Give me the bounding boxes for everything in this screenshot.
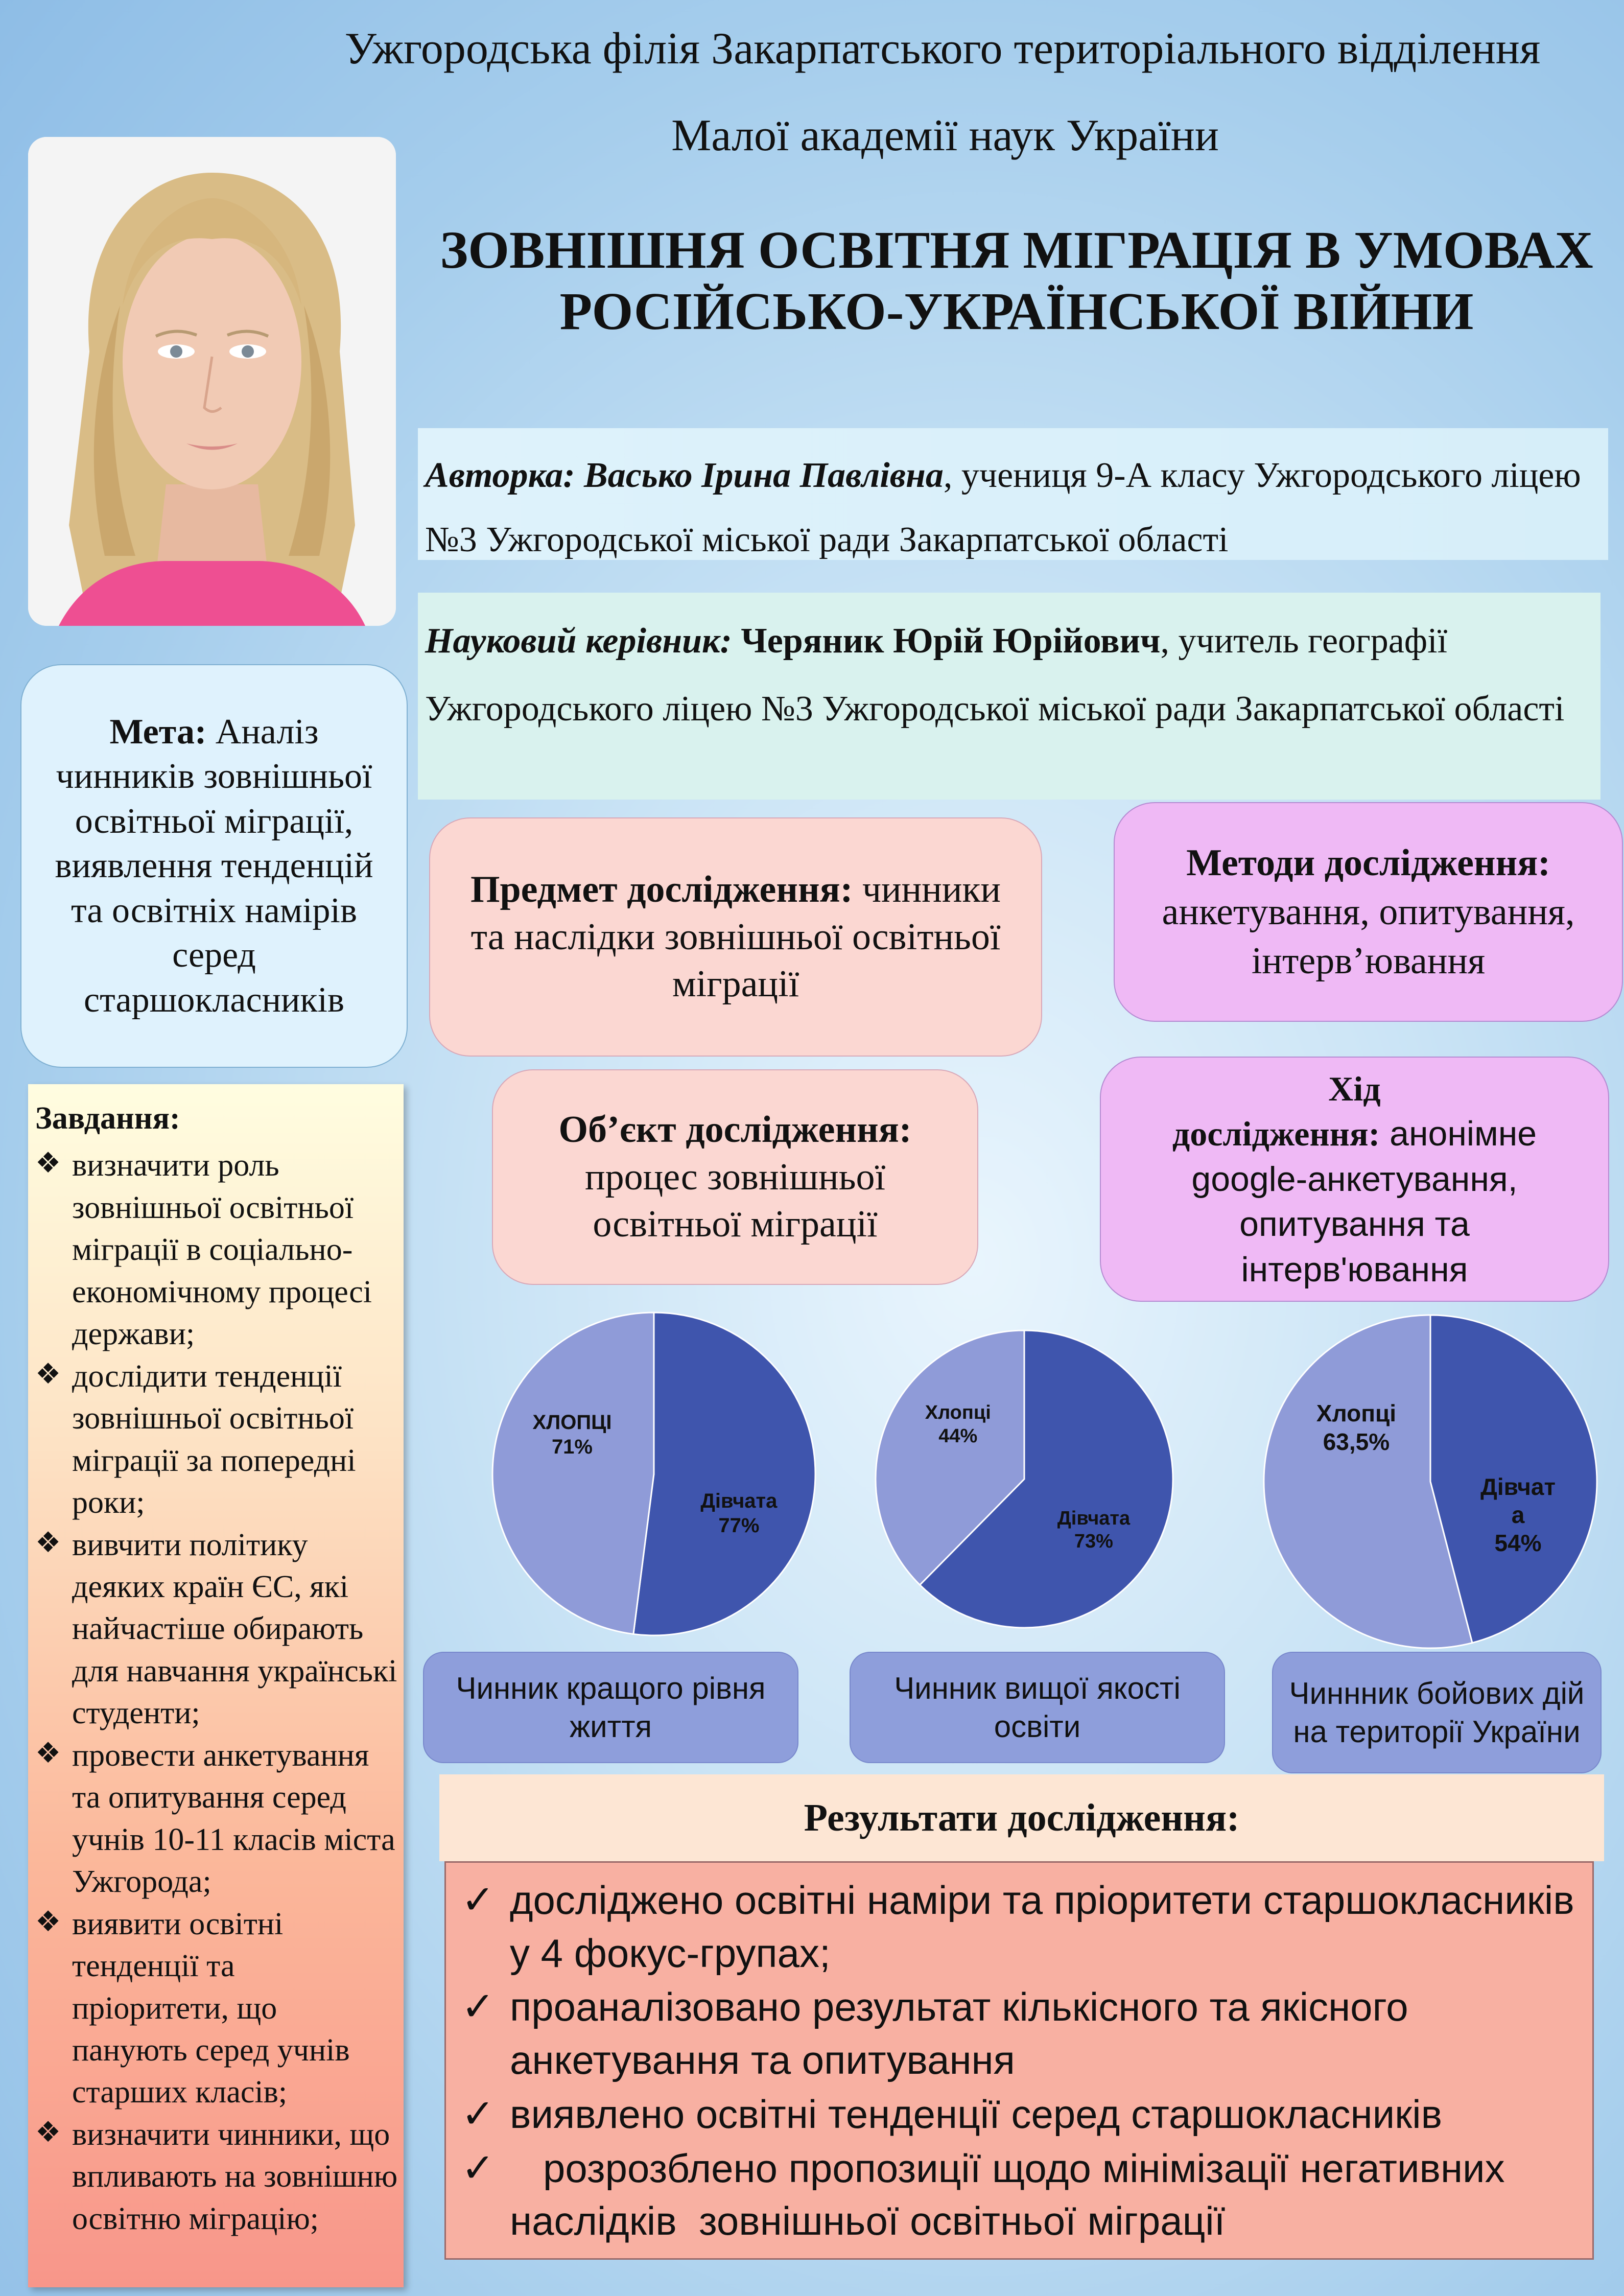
progress-text-4: інтерв'ювання	[1241, 1250, 1468, 1289]
task-item	[35, 1903, 398, 2114]
task-text: вивчити політику деяких країн ЄС, які найчастіше обирають для навчання українські студенти;	[72, 1527, 397, 1731]
goal-text: Аналіз чинників зовнішньої освітньої міграції, виявлення тенденцій та освітніх намірів серед старшокласників	[55, 712, 373, 1020]
results-title: Результати дослідження:	[439, 1774, 1604, 1861]
result-text: досліджено освітні наміри та пріоритети старшокласників у 4 фокус-групах;	[510, 1878, 1574, 1976]
methods-label: Методи дослідження:	[1186, 841, 1550, 884]
result-item	[461, 2088, 1577, 2141]
pie-data-label-girls: Дівчата 73%	[1057, 1507, 1131, 1553]
supervisor-name: Черяник Юрій Юрійович	[732, 621, 1161, 661]
diamond-bullet-icon: ❖	[35, 2115, 61, 2149]
task-text: визначити роль зовнішньої освітньої міграції в соціально-економічному процесі держави;	[72, 1148, 372, 1352]
check-icon: ✓	[461, 2091, 495, 2137]
header-line-2: Малої академії наук України	[671, 111, 1219, 160]
pie-chart-education-quality	[874, 1328, 1175, 1630]
author-text: , учениця 9-А класу Ужгородського ліцею №3 Ужгородської міської ради Закарпатської області	[425, 456, 1581, 559]
subject-text: чинники та наслідки зовнішньої освітньої міграції	[470, 869, 1001, 1005]
task-text: визначити чинники, що впливають на зовнішню освітню міграцію;	[72, 2117, 398, 2236]
factor-label-education-quality	[850, 1652, 1225, 1763]
task-item	[35, 2114, 398, 2240]
factor-text: Чиннник бойових дій на території України	[1289, 1676, 1585, 1749]
result-text: розрозблено пропозиції щодо мінімізації негативних наслідків зовнішньої освітньої міграції	[510, 2145, 1516, 2244]
pie-slice-boys	[492, 1313, 654, 1634]
factor-label-war	[1272, 1652, 1602, 1773]
result-text: проаналізовано результат кількісного та якісного анкетування та опитування	[510, 1984, 1408, 2083]
goal-card	[20, 664, 408, 1068]
pie-data-label-boys: Хлопці 44%	[925, 1402, 991, 1447]
progress-label-1: Хід	[1328, 1069, 1381, 1109]
tasks-title: Завдання:	[35, 1101, 180, 1136]
subject-card	[429, 817, 1042, 1057]
student-photo	[28, 137, 396, 626]
task-text: провести анкетування та опитування серед учнів 10-11 класів міста Ужгорода;	[72, 1738, 395, 1900]
check-icon: ✓	[461, 2145, 495, 2191]
object-text: процес зовнішньої освітньої міграції	[584, 1156, 886, 1246]
pie-svg	[490, 1310, 817, 1637]
task-text: дослідити тенденції зовнішньої освітньої міграції за попередні роки;	[72, 1358, 356, 1520]
diamond-bullet-icon: ❖	[35, 1905, 61, 1938]
check-icon: ✓	[461, 1984, 495, 2030]
poster-title: ЗОВНІШНЯ ОСВІТНЯ МІГРАЦІЯ В УМОВАХ РОСІЙСЬКО-УКРАЇНСЬКОЇ ВІЙНИ	[440, 221, 1593, 341]
result-item	[461, 1981, 1577, 2087]
task-text: виявити освітні тенденції та пріоритети, що панують серед учнів старших класів;	[72, 1906, 350, 2110]
goal-label: Мета:	[109, 712, 207, 752]
methods-text: анкетування, опитування, інтерв’ювання	[1162, 891, 1575, 982]
portrait-icon	[28, 137, 396, 626]
supervisor-text: , учитель географії Ужгородського ліцею №3 Ужгородської міської ради Закарпатської області	[425, 621, 1565, 729]
subject-label: Предмет дослідження:	[470, 869, 853, 911]
header-line-1: Ужгородська філія Закарпатського територіального відділення	[344, 24, 1541, 74]
progress-text-3: опитування та	[1239, 1205, 1470, 1244]
result-item	[461, 2142, 1577, 2248]
pie-data-label-boys: Хлопці 63,5%	[1316, 1400, 1397, 1455]
pie-chart-war-factor	[1262, 1313, 1599, 1650]
result-item	[461, 1874, 1577, 1980]
progress-card	[1100, 1057, 1609, 1302]
progress-text-2: google-анкетування,	[1191, 1159, 1518, 1199]
author-label: Авторка: Васько Ірина Павлівна	[425, 456, 944, 495]
pie-data-label-boys: ХЛОПЦІ 71%	[532, 1411, 612, 1459]
pie-data-label-girls: Дівчат а 54%	[1480, 1473, 1556, 1557]
diamond-bullet-icon: ❖	[35, 1526, 61, 1559]
results-list	[444, 1861, 1594, 2260]
diamond-bullet-icon: ❖	[35, 1357, 61, 1391]
methods-card	[1114, 802, 1623, 1022]
object-label: Об’єкт дослідження:	[558, 1109, 912, 1151]
author-info	[418, 428, 1608, 560]
factor-text: Чинник вищої якості освіти	[894, 1671, 1181, 1744]
factor-label-living-standard	[423, 1652, 798, 1763]
tasks-panel	[28, 1084, 404, 2287]
factor-text: Чинник кращого рівня життя	[456, 1671, 766, 1744]
object-card	[492, 1069, 978, 1285]
pie-chart-living-standard	[490, 1310, 817, 1637]
check-icon: ✓	[461, 1877, 495, 1923]
supervisor-label: Науковий керівник:	[425, 621, 732, 661]
progress-text-1: анонімне	[1380, 1114, 1537, 1154]
pie-svg	[874, 1328, 1175, 1630]
diamond-bullet-icon: ❖	[35, 1736, 61, 1770]
task-item	[35, 1144, 398, 1355]
pie-data-label-girls: Дівчата 77%	[700, 1489, 778, 1537]
task-item	[35, 1524, 398, 1735]
progress-label-2: дослідження:	[1172, 1114, 1380, 1154]
supervisor-info	[418, 593, 1601, 800]
result-text: виявлено освітні тенденції серед старшокласників	[510, 2091, 1443, 2137]
task-item	[35, 1355, 398, 1524]
diamond-bullet-icon: ❖	[35, 1146, 61, 1180]
pie-slice-girls	[633, 1313, 815, 1635]
task-item	[35, 1735, 398, 1903]
